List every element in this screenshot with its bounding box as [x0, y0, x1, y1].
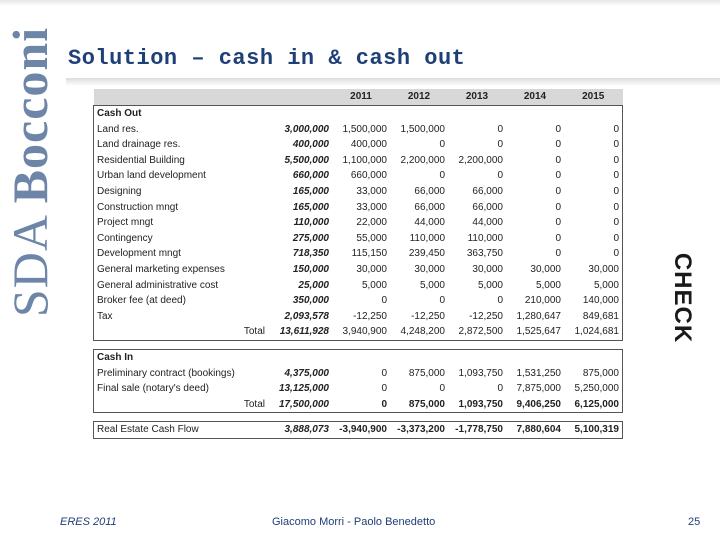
spacer — [268, 413, 332, 422]
total-label: Total — [94, 397, 269, 413]
row-value: -12,250 — [353, 310, 387, 322]
row-value: 30,000 — [530, 263, 561, 275]
spacer — [390, 413, 448, 422]
year-header: 2011 — [332, 89, 390, 106]
blank-cell — [332, 349, 390, 365]
footer-authors: Giacomo Morri - Paolo Benedetto — [272, 516, 436, 528]
row-value: 44,000 — [472, 217, 503, 229]
spacer — [564, 340, 623, 349]
spacer — [332, 413, 390, 422]
table-row — [94, 366, 623, 382]
year-total: 4,248,200 — [390, 324, 448, 340]
row-total: 3,000,000 — [284, 123, 329, 135]
row-value: 5,250,000 — [564, 381, 623, 397]
spacer — [94, 413, 269, 422]
sda-bocconi-logo — [2, 22, 58, 318]
row-value: 875,000 — [408, 367, 445, 379]
grand-total: 13,611,928 — [268, 324, 332, 340]
row-label: Final sale (notary's deed) — [94, 381, 269, 397]
table-row — [94, 246, 623, 262]
row-value: 5,000 — [564, 278, 623, 294]
cash-flow-value: -3,373,200 — [390, 422, 448, 439]
spacer — [94, 340, 269, 349]
cash-flow-spreadsheet — [93, 89, 623, 451]
spacer — [390, 340, 448, 349]
row-value: 5,000 — [535, 279, 561, 291]
row-value: 1,280,647 — [516, 310, 561, 322]
row-label: Urban land development — [94, 168, 269, 184]
row-value: 66,000 — [414, 201, 445, 213]
row-total: 660,000 — [292, 170, 329, 182]
row-value: 140,000 — [564, 293, 623, 309]
table-row — [94, 168, 623, 184]
row-label: Broker fee (at deed) — [94, 293, 269, 309]
row-value: 0 — [555, 217, 561, 229]
header-empty-total — [268, 89, 332, 106]
row-value: 1,531,250 — [516, 367, 561, 379]
row-value: 33,000 — [356, 201, 387, 213]
row-value: 0 — [564, 184, 623, 200]
row-value: 0 — [555, 139, 561, 151]
row-value: 0 — [564, 200, 623, 216]
row-value: 7,875,000 — [516, 383, 561, 395]
top-gradient-bar — [0, 0, 720, 6]
year-header: 2013 — [448, 89, 506, 106]
row-value: 5,000 — [477, 279, 503, 291]
row-value: 2,200,000 — [400, 154, 445, 166]
row-label: General administrative cost — [94, 278, 269, 294]
cash-out-heading-row — [94, 106, 623, 122]
year-total: 875,000 — [390, 397, 448, 413]
blank-cell — [564, 106, 623, 122]
row-value: 210,000 — [524, 295, 561, 307]
total-label: Total — [94, 324, 269, 340]
cash-flow-row — [94, 422, 623, 439]
row-value: 1,500,000 — [342, 123, 387, 135]
cash-out-total-row — [94, 324, 623, 340]
blank-cell — [564, 349, 623, 365]
table-row — [94, 184, 623, 200]
spacer — [506, 413, 564, 422]
blank-cell — [390, 349, 448, 365]
row-value: 110,000 — [409, 232, 445, 244]
row-label: Designing — [94, 184, 269, 200]
row-total: 400,000 — [292, 139, 329, 151]
row-value: 44,000 — [414, 217, 445, 229]
page-number: 25 — [688, 516, 701, 528]
row-value: 0 — [555, 248, 561, 260]
logo-light-text: SDA — [2, 203, 58, 318]
year-total: 2,872,500 — [448, 324, 506, 340]
row-total: 350,000 — [292, 295, 329, 307]
row-value: 0 — [564, 231, 623, 247]
row-label: Construction mngt — [94, 200, 269, 216]
row-value: 0 — [564, 137, 623, 153]
row-value: 0 — [497, 295, 503, 307]
row-value: 1,093,750 — [458, 367, 503, 379]
year-total: 6,125,000 — [564, 397, 623, 413]
row-value: 0 — [497, 123, 503, 135]
row-value: 0 — [555, 123, 561, 135]
year-total: 1,093,750 — [448, 397, 506, 413]
row-total: 718,350 — [292, 248, 329, 260]
row-value: 0 — [381, 295, 387, 307]
table-row — [94, 278, 623, 294]
row-value: 400,000 — [350, 139, 387, 151]
slide-title: Solution – cash in & cash out — [68, 46, 466, 71]
blank-cell — [506, 349, 564, 365]
year-header: 2015 — [564, 89, 623, 106]
blank-cell — [506, 106, 564, 122]
row-value: 30,000 — [414, 263, 445, 275]
logo-bold-text: Bocconi — [2, 26, 58, 204]
cash-flow-table — [93, 89, 623, 439]
row-value: 66,000 — [472, 201, 503, 213]
row-label: Contingency — [94, 231, 269, 247]
row-value: 110,000 — [467, 232, 503, 244]
row-value: 0 — [497, 139, 503, 151]
row-label: Development mngt — [94, 246, 269, 262]
cash-flow-total: 3,888,073 — [268, 422, 332, 439]
row-value: 875,000 — [564, 366, 623, 382]
title-divider — [66, 78, 720, 86]
spacer — [448, 413, 506, 422]
row-value: 363,750 — [466, 248, 503, 260]
row-value: 660,000 — [350, 170, 387, 182]
table-header-row — [94, 89, 623, 106]
row-value: 0 — [564, 168, 623, 184]
row-value: 0 — [381, 367, 387, 379]
table-row — [94, 309, 623, 325]
row-value: 33,000 — [356, 185, 387, 197]
spacer — [448, 340, 506, 349]
blank-cell — [268, 106, 332, 122]
row-total: 25,000 — [298, 279, 329, 291]
grand-total: 17,500,000 — [268, 397, 332, 413]
header-empty-label — [94, 89, 269, 106]
blank-cell — [448, 349, 506, 365]
row-total: 275,000 — [292, 232, 329, 244]
row-value: 30,000 — [472, 263, 503, 275]
row-value: 22,000 — [356, 217, 387, 229]
table-row — [94, 262, 623, 278]
row-total: 4,375,000 — [284, 367, 329, 379]
row-value: -12,250 — [469, 310, 503, 322]
spacer — [332, 340, 390, 349]
row-value: 0 — [564, 246, 623, 262]
check-label: CHECK — [669, 252, 696, 344]
row-value: 2,200,000 — [458, 154, 503, 166]
row-value: 0 — [439, 170, 445, 182]
footer-event: ERES 2011 — [60, 516, 117, 528]
table-row — [94, 381, 623, 397]
logo-text — [1, 27, 59, 317]
row-total: 150,000 — [292, 263, 329, 275]
row-total: 13,125,000 — [278, 383, 329, 395]
table-row — [94, 231, 623, 247]
row-value: 1,100,000 — [342, 154, 387, 166]
row-value: 0 — [564, 215, 623, 231]
row-value: 5,000 — [419, 279, 445, 291]
row-total: 110,000 — [293, 217, 329, 229]
table-row — [94, 293, 623, 309]
spacer-row — [94, 340, 623, 349]
spacer — [564, 413, 623, 422]
year-total: 3,940,900 — [332, 324, 390, 340]
row-value: 0 — [439, 139, 445, 151]
spacer — [506, 340, 564, 349]
row-value: 0 — [381, 383, 387, 395]
table-row — [94, 137, 623, 153]
blank-cell — [448, 106, 506, 122]
spacer — [268, 340, 332, 349]
row-value: 0 — [555, 232, 561, 244]
row-value: 0 — [439, 295, 445, 307]
year-total: 0 — [332, 397, 390, 413]
cash-in-heading: Cash In — [94, 349, 269, 365]
row-value: 0 — [555, 201, 561, 213]
spacer-row — [94, 413, 623, 422]
row-value: 0 — [439, 383, 445, 395]
row-value: 55,000 — [356, 232, 387, 244]
row-label: Land res. — [94, 122, 269, 138]
row-value: 1,500,000 — [400, 123, 445, 135]
row-value: 0 — [555, 185, 561, 197]
year-header: 2014 — [506, 89, 564, 106]
row-value: 115,150 — [351, 248, 387, 260]
row-label: Land drainage res. — [94, 137, 269, 153]
table-row — [94, 200, 623, 216]
cash-flow-value: 5,100,319 — [564, 422, 623, 439]
cash-in-total-row — [94, 397, 623, 413]
cash-flow-value: -3,940,900 — [332, 422, 390, 439]
row-label: Preliminary contract (bookings) — [94, 366, 269, 382]
table-row — [94, 215, 623, 231]
row-total: 165,000 — [292, 185, 329, 197]
cash-flow-value: 7,880,604 — [506, 422, 564, 439]
row-value: 0 — [497, 383, 503, 395]
row-total: 2,093,578 — [284, 310, 329, 322]
cash-in-heading-row — [94, 349, 623, 365]
row-value: 0 — [555, 170, 561, 182]
row-label: Residential Building — [94, 153, 269, 169]
blank-cell — [268, 349, 332, 365]
row-value: -12,250 — [411, 310, 445, 322]
row-label: General marketing expenses — [94, 262, 269, 278]
row-total: 5,500,000 — [284, 154, 329, 166]
year-header: 2012 — [390, 89, 448, 106]
row-value: 5,000 — [361, 279, 387, 291]
row-value: 66,000 — [414, 185, 445, 197]
row-value: 239,450 — [408, 248, 445, 260]
year-total: 1,024,681 — [564, 324, 623, 340]
row-value: 30,000 — [564, 262, 623, 278]
row-value: 0 — [555, 154, 561, 166]
cash-flow-label: Real Estate Cash Flow — [94, 422, 269, 439]
row-value: 66,000 — [472, 185, 503, 197]
row-label: Project mngt — [94, 215, 269, 231]
blank-cell — [332, 106, 390, 122]
row-value: 0 — [497, 170, 503, 182]
row-value: 0 — [564, 122, 623, 138]
row-value: 0 — [564, 153, 623, 169]
row-total: 165,000 — [292, 201, 329, 213]
row-value: 30,000 — [356, 263, 387, 275]
year-total: 9,406,250 — [506, 397, 564, 413]
year-total: 1,525,647 — [506, 324, 564, 340]
table-row — [94, 122, 623, 138]
row-value: 849,681 — [564, 309, 623, 325]
blank-cell — [390, 106, 448, 122]
row-label: Tax — [94, 309, 269, 325]
table-row — [94, 153, 623, 169]
cash-flow-value: -1,778,750 — [448, 422, 506, 439]
cash-out-heading: Cash Out — [94, 106, 269, 122]
